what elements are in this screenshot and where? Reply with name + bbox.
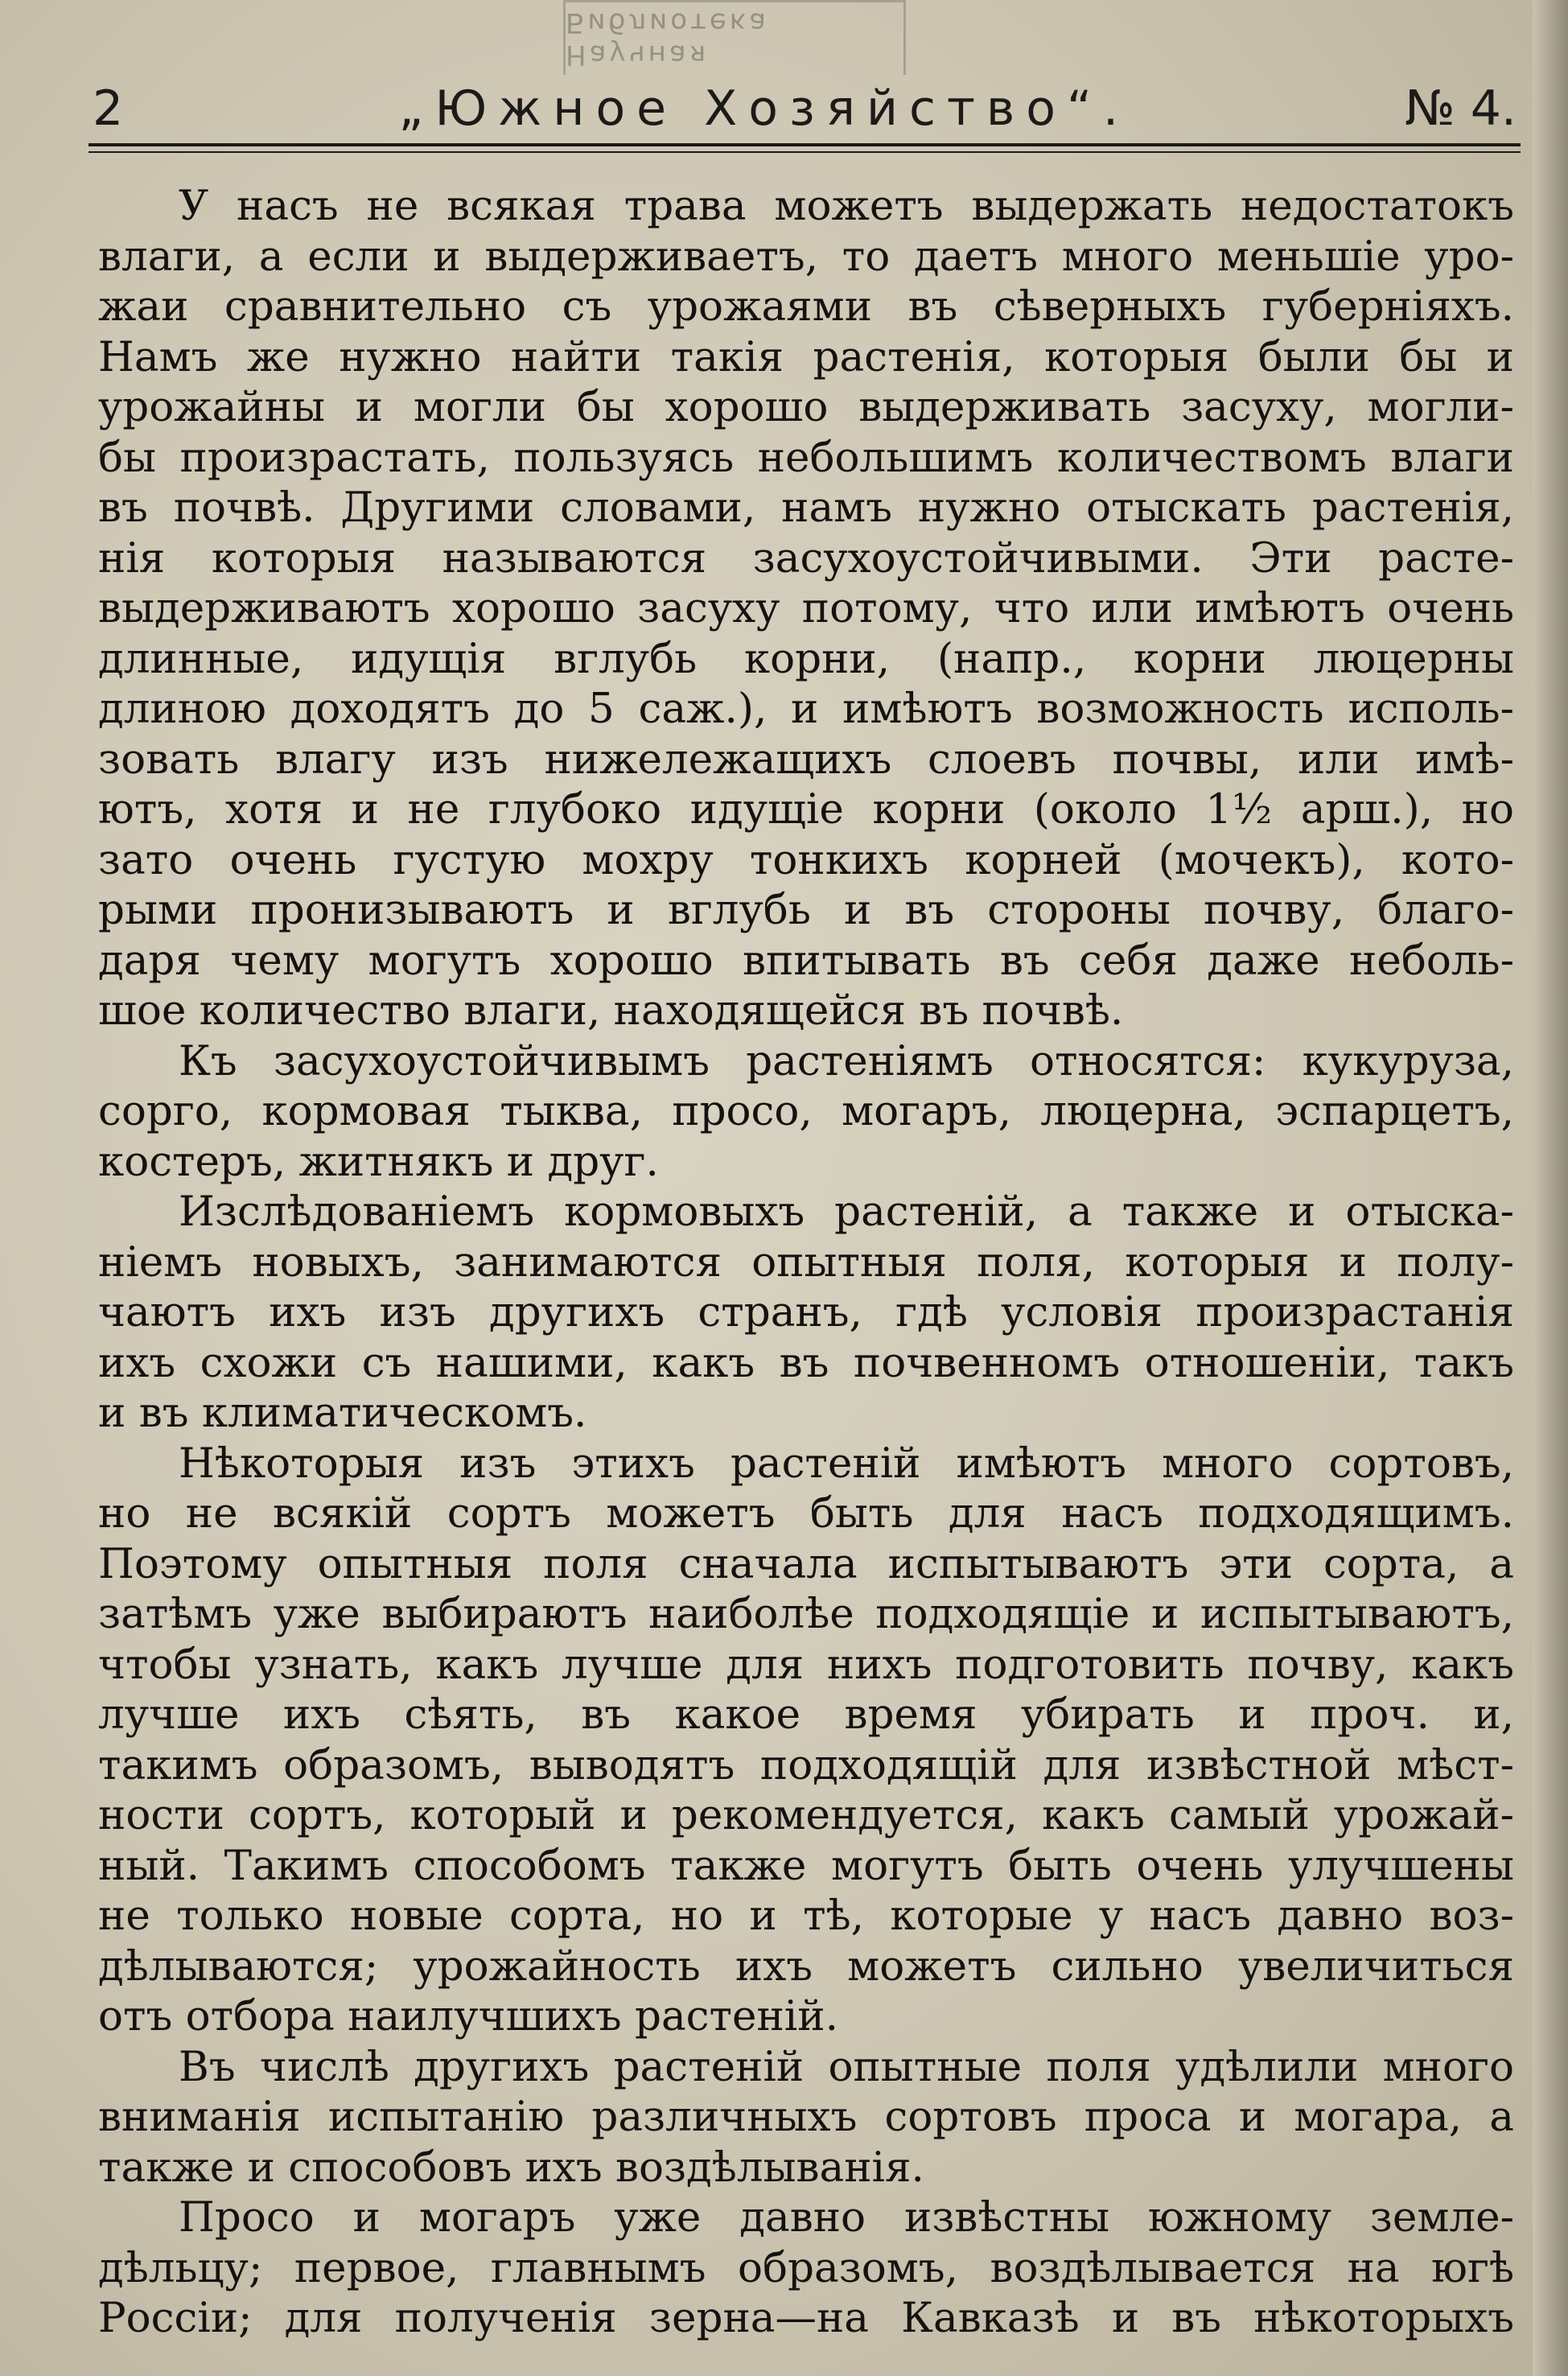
text-line: но не всякій сортъ можетъ быть для насъ подходящимъ. [98,1489,1514,1538]
library-stamp: Научная Библиотека [563,0,906,75]
text-line: также и способовъ ихъ воздѣлыванія. [98,2143,924,2192]
text-line: отъ отбора наилучшихъ растеній. [98,1992,838,2040]
text-line: бы произрастать, пользуясь небольшимъ количествомъ влаги [98,433,1514,482]
text-line: ихъ схожи съ нашими, какъ въ почвенномъ отношеніи, такъ [98,1338,1514,1387]
running-header [93,80,1517,145]
text-line: дѣлываются; урожайность ихъ можетъ сильно увеличиться [98,1942,1514,1991]
text-line: ніемъ новыхъ, занимаются опытныя поля, которыя и полу- [98,1237,1514,1287]
text-line: ности сортъ, который и рекомендуется, какъ самый урожай- [98,1791,1514,1839]
page-edge [1533,0,1568,2376]
text-line: зато очень густую мохру тонкихъ корней (мочекъ), кото- [98,835,1514,884]
text-line: У насъ не всякая трава можетъ выдержать недостатокъ [179,182,1514,230]
journal-title: „Южное Хозяйство“. [398,80,1130,137]
text-line: и въ климатическомъ. [98,1389,587,1437]
text-line: вниманія испытанію различныхъ сортовъ проса и могара, а [98,2093,1514,2141]
page-number: 2 [93,80,124,137]
header-rule-thin [88,151,1521,153]
text-line: дѣльцу; первое, главнымъ образомъ, воздѣлывается на югѣ [98,2243,1514,2292]
text-line: Въ числѣ другихъ растеній опытные поля удѣлили много [179,2042,1514,2091]
paragraph [98,2042,1514,2193]
text-line: урожайны и могли бы хорошо выдерживать засуху, могли- [98,383,1514,431]
text-line: такимъ образомъ, выводятъ подходящій для извѣстной мѣст- [98,1740,1514,1789]
text-line: даря чему могутъ хорошо впитывать въ себя даже неболь- [98,936,1514,985]
header-rule-thick [88,143,1521,146]
paragraph [98,1439,1514,2042]
text-line: сорго, кормовая тыква, просо, могаръ, люцерна, эспарцетъ, [98,1087,1514,1135]
article-body [98,181,1514,2344]
text-line: влаги, а если и выдерживаетъ, то даетъ много меньшіе уро- [98,232,1514,281]
text-line: Поэтому опытныя поля сначала испытываютъ эти сорта, а [98,1539,1514,1588]
text-line: нія которыя называются засухоустойчивыми. Эти расте- [98,533,1514,583]
text-line: костеръ, житнякъ и друг. [98,1137,659,1186]
text-line: чтобы узнать, какъ лучше для нихъ подготовить почву, какъ [98,1640,1514,1689]
paragraph [98,1187,1514,1439]
text-line: выдерживаютъ хорошо засуху потому, что или имѣютъ очень [98,584,1514,632]
text-line: рыми пронизываютъ и вглубь и въ стороны почву, благо- [98,886,1514,934]
text-line: не только новые сорта, но и тѣ, которые у насъ давно воз- [98,1892,1514,1940]
text-line: Просо и могаръ уже давно извѣстны южному земле- [179,2193,1514,2242]
text-line: ютъ, хотя и не глубоко идущіе корни (около 1½ арш.), но [98,785,1514,834]
paragraph [98,2193,1514,2344]
text-line: длинные, идущія вглубь корни, (напр., корни люцерны [98,634,1514,683]
text-line: Россіи; для полученія зерна—на Кавказѣ и въ нѣкоторыхъ [98,2294,1514,2342]
paragraph [98,181,1514,1036]
text-line: чаютъ ихъ изъ другихъ странъ, гдѣ условія произрастанія [98,1288,1514,1336]
text-line: ный. Такимъ способомъ также могутъ быть очень улучшены [98,1841,1514,1890]
text-line: длиною доходятъ до 5 саж.), и имѣютъ возможность исполь- [98,685,1514,733]
text-line: Нѣкоторыя изъ этихъ растеній имѣютъ много сортовъ, [179,1439,1514,1488]
text-line: лучше ихъ сѣять, въ какое время убирать и проч. и, [98,1690,1514,1739]
text-line: затѣмъ уже выбираютъ наиболѣе подходящіе и испытываютъ, [98,1590,1514,1638]
text-line: Намъ же нужно найти такія растенія, которыя были бы и [98,332,1514,381]
text-line: Изслѣдованіемъ кормовыхъ растеній, а также и отыска- [179,1188,1514,1236]
text-line: шое количество влаги, находящейся въ почвѣ. [98,986,1124,1035]
text-line: Къ засухоустойчивымъ растеніямъ относятся: кукуруза, [179,1036,1514,1085]
text-line: въ почвѣ. Другими словами, намъ нужно отыскать растенія, [98,484,1514,532]
issue-number: № 4. [1405,80,1517,137]
text-line: жаи сравнительно съ урожаями въ сѣверныхъ губерніяхъ. [98,282,1514,331]
paragraph [98,1036,1514,1188]
text-line: зовать влагу изъ нижележащихъ слоевъ почвы, или имѣ- [98,735,1514,784]
